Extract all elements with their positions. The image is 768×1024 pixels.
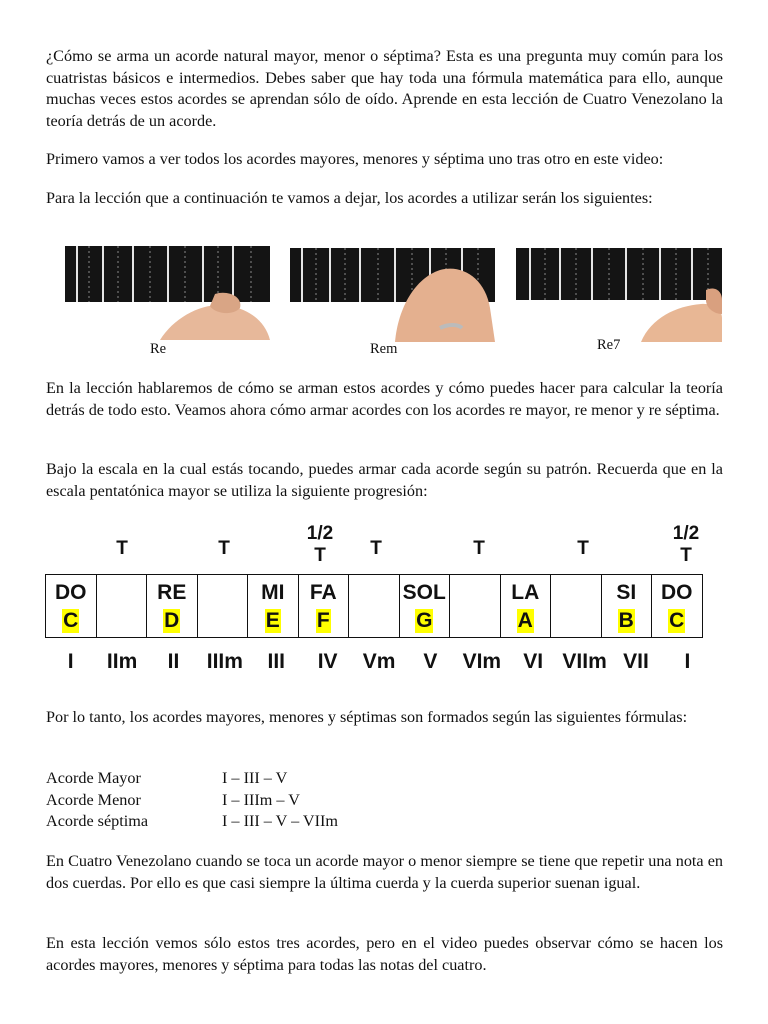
scale-cell [399, 575, 450, 638]
note-name: FA [309, 581, 337, 604]
degree-row [45, 650, 713, 674]
degree-label: Vm [362, 650, 396, 673]
scale-cell-empty [197, 575, 248, 638]
note-letter: C [669, 609, 685, 632]
note-letter: B [618, 609, 634, 632]
repeat-note-paragraph: En Cuatro Venezolano cuando se toca un acorde mayor o menor siempre se tiene que repetir una nota en dos cuerdas. Por ello es que casi siempre la última cuerda y la cuerda superior suenan igual. [46, 852, 723, 892]
re-chord-label: Re [150, 341, 167, 357]
formula-value: I – III – V [222, 769, 288, 787]
degree-label: IIm [106, 650, 138, 673]
note-letter: A [517, 609, 533, 632]
formula-row [46, 768, 338, 790]
formula-value: I – IIIm – V [222, 790, 300, 809]
scale-cell [500, 575, 551, 638]
scale-table [45, 574, 703, 638]
degree-label: III [267, 650, 286, 673]
note-name: LA [511, 581, 540, 604]
scale-cell-empty [96, 575, 147, 638]
note-name: DO [661, 581, 693, 604]
scale-paragraph: Bajo la escala en la cual estás tocando, puedes armar cada acorde según su patrón. Recuerda que en la escala pentatónica mayor se utiliza la siguiente progresión: [46, 460, 723, 500]
interval-label: T [577, 538, 589, 559]
lesson-paragraph: En la lección hablaremos de cómo se arman estos acordes y cómo puedes hacer para calcular la teoría detrás de todo esto. Veamos ahora cómo armar acordes con los acordes re mayor, re menor y re séptima. [46, 379, 723, 419]
scale-cell [147, 575, 198, 638]
formula-row [46, 790, 338, 812]
degree-label: VII [623, 650, 649, 673]
note-letter: G [416, 609, 433, 632]
rem-chord-label: Rem [370, 341, 398, 357]
rem-chord-image [290, 248, 495, 342]
re7-chord-label: Re7 [597, 337, 621, 353]
degree-label: I [67, 650, 74, 673]
note-name: DO [55, 581, 87, 604]
video-paragraph: Primero vamos a ver todos los acordes mayores, menores y séptima uno tras otro en este video: [46, 150, 664, 168]
scale-cell [248, 575, 299, 638]
formula-value: I – III – V – VIIm [222, 812, 338, 830]
degree-label: VI [523, 650, 544, 673]
interval-label: T [370, 538, 382, 559]
formula-name: Acorde Mayor [46, 769, 141, 787]
scale-cell [46, 575, 97, 638]
degree-label: IV [317, 650, 338, 673]
note-name: SI [616, 581, 637, 604]
chords-intro-paragraph: Para la lección que a continuación te vamos a dejar, los acordes a utilizar serán los siguientes: [46, 189, 653, 207]
re7-chord-image [516, 248, 722, 342]
formulas-intro-paragraph: Por lo tanto, los acordes mayores, menores y séptimas son formados según las siguientes fórmulas: [46, 708, 688, 726]
note-name: SOL [402, 581, 446, 604]
interval-label: T [116, 538, 128, 559]
intro-paragraph: ¿Cómo se arma un acorde natural mayor, menor o séptima? Esta es una pregunta muy común para los cuatristas básicos e intermedios. Debes saber que hay toda una fórmula matemática para ello, aunque muchas veces estos acordes se aprendan sólo de oído. Aprende en esta lección de Cuatro Venezolano la teoría detrás de un acorde. [46, 47, 723, 130]
degree-label: I [684, 650, 691, 673]
interval-label: 1/2 T [672, 523, 700, 566]
formula-name: Acorde séptima [46, 812, 149, 830]
interval-label: T [473, 538, 485, 559]
scale-cell [652, 575, 703, 638]
degree-label: II [167, 650, 180, 673]
note-letter: F [316, 609, 330, 632]
scale-cell [601, 575, 652, 638]
note-name: RE [157, 581, 187, 604]
note-letter: E [265, 609, 280, 632]
degree-label: IIIm [206, 650, 243, 673]
degree-label: VIm [462, 650, 502, 673]
scale-cell [298, 575, 349, 638]
interval-label: T [218, 538, 230, 559]
degree-label: V [423, 650, 438, 673]
formula-name: Acorde Menor [46, 790, 141, 809]
scale-cell-empty [551, 575, 602, 638]
chord-formulas [46, 768, 338, 833]
formula-row [46, 811, 338, 833]
closing-paragraph: En esta lección vemos sólo estos tres acordes, pero en el video puedes observar cómo se hacen los acordes mayores, menores y séptima para todas las notas del cuatro. [46, 934, 723, 974]
note-letter: C [63, 609, 79, 632]
note-letter: D [164, 609, 180, 632]
note-name: MI [261, 581, 285, 604]
scale-cell-empty [450, 575, 501, 638]
scale-cell-empty [349, 575, 400, 638]
interval-label: 1/2 T [306, 523, 334, 566]
re-chord-image [65, 246, 270, 340]
degree-label: VIIm [562, 650, 607, 673]
